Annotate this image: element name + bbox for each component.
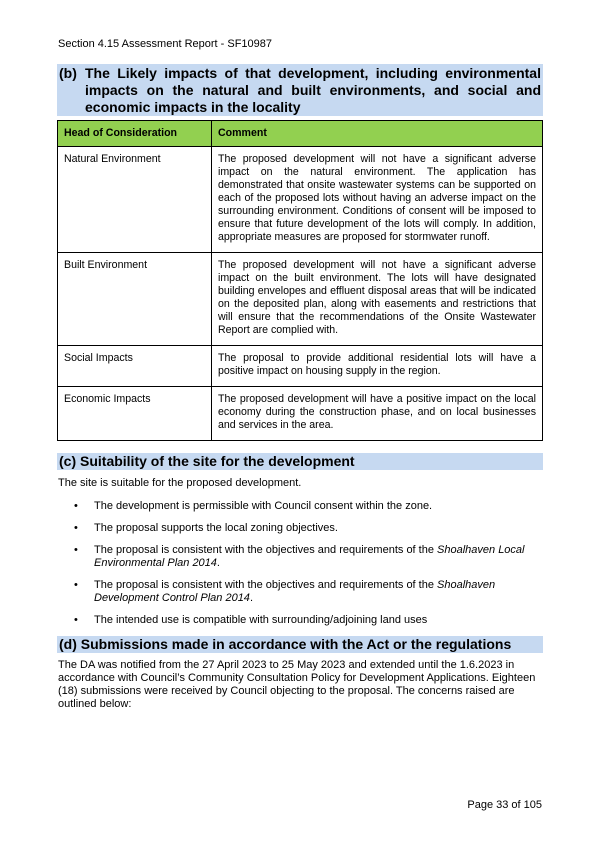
row-head: Natural Environment: [58, 147, 212, 253]
bullet-icon: •: [74, 544, 78, 556]
section-b-title: The Likely impacts of that development, including environmental impacts on the natural and built environments, and social and economic impacts in the locality: [85, 65, 541, 115]
table-row: [58, 346, 543, 387]
table-row: [58, 147, 543, 253]
list-item: • The proposal is consistent with the objectives and requirements of the Shoalhaven Local Environmental Plan 2014.: [74, 544, 525, 569]
row-head: Social Impacts: [58, 346, 212, 387]
table-row: [58, 387, 543, 441]
suitability-list: [58, 491, 538, 627]
section-b-label: (b): [59, 65, 77, 81]
bullet-icon: •: [74, 522, 78, 534]
bullet-icon: •: [74, 500, 78, 512]
row-comment: The proposed development will not have a significant adverse impact on the natural environment. The application has demonstrated that onsite wastewater systems can be supported on each of the proposed lots without having an adverse impact on the surrounding environment. Conditions of consent will be imposed to ensure that future development of the lots will comply. In addition, appropriate measures are proposed for stormwater runoff.: [212, 147, 543, 253]
section-b-heading: [57, 64, 543, 116]
section-c-heading: (c) Suitability of the site for the development: [57, 453, 543, 470]
table-header-row: [58, 121, 543, 147]
plan-reference: Shoalhaven Development Control Plan 2014: [94, 579, 496, 604]
row-head: Economic Impacts: [58, 387, 212, 441]
section-d-heading: (d) Submissions made in accordance with the Act or the regulations: [57, 636, 543, 653]
document-header: Section 4.15 Assessment Report - SF10987: [58, 38, 273, 50]
page-number: Page 33 of 105: [467, 799, 542, 811]
row-comment: The proposed development will have a positive impact on the local economy during the construction phase, and on local businesses and services in the area.: [212, 387, 543, 441]
plan-reference: Shoalhaven Local Environmental Plan 2014: [94, 544, 525, 569]
row-head: Built Environment: [58, 253, 212, 346]
bullet-icon: •: [74, 579, 78, 591]
header-head-of-consideration: Head of Consideration: [58, 121, 212, 147]
row-comment: The proposal to provide additional residential lots will have a positive impact on housing supply in the region.: [212, 346, 543, 387]
considerations-table: [57, 120, 543, 441]
list-item: • The development is permissible with Council consent within the zone.: [74, 500, 433, 512]
list-item: • The intended use is compatible with surrounding/adjoining land uses: [74, 614, 428, 626]
section-c-intro: The site is suitable for the proposed development.: [58, 477, 302, 489]
header-comment: Comment: [212, 121, 543, 147]
list-item: • The proposal supports the local zoning objectives.: [74, 522, 338, 534]
list-item: • The proposal is consistent with the objectives and requirements of the Shoalhaven Development Control Plan 2014.: [74, 579, 496, 604]
row-comment: The proposed development will not have a significant adverse impact on the built environment. The lots will have designated building envelopes and effluent disposal areas that will be indicated on the deposited plan, along with easements and restrictions that will ensure that the recommendations of the Onsite Wastewater Report are complied with.: [212, 253, 543, 346]
section-d-paragraph: The DA was notified from the 27 April 2023 to 25 May 2023 and extended until the 1.6.2023 in accordance with Council’s Community Consultation Policy for Development Applications. Eighteen (18) submissions were received by Council objecting to the proposal. The concerns raised are outlined below:: [58, 659, 536, 710]
table-row: [58, 253, 543, 346]
bullet-icon: •: [74, 614, 78, 626]
